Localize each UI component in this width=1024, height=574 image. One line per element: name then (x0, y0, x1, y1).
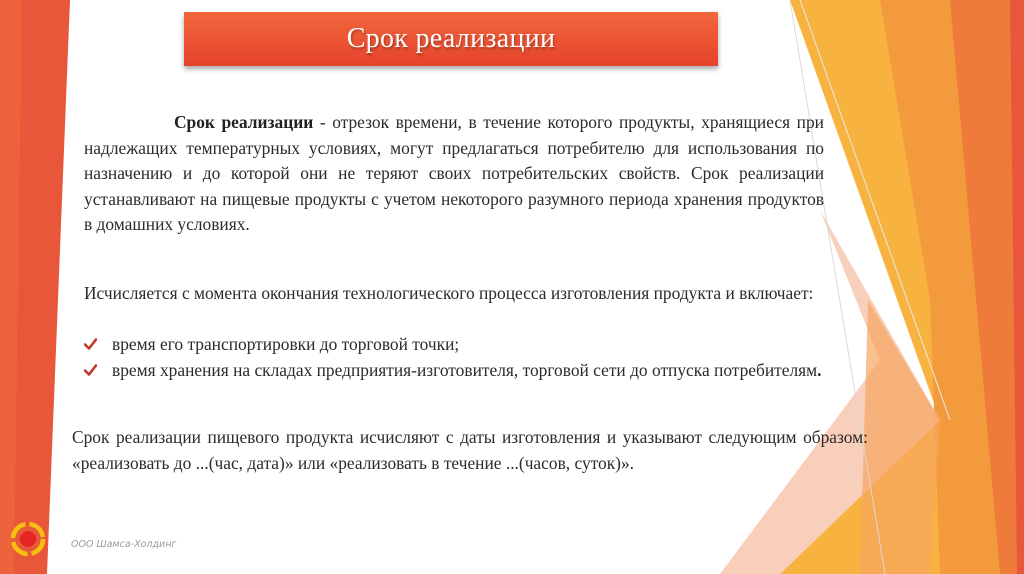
slide-title-bar (184, 12, 718, 66)
bullet-text: время хранения на складах предприятия-изготовителя, торговой сети до отпуска потребителям (112, 359, 818, 380)
bullet-item (84, 358, 870, 384)
definition-text: - отрезок времени, в течение которого продукты, хранящиеся при надлежащих температурных условиях, могут предлагаться потребителю для использования по назначению и до которой они не теряют своих потребительских свойств. Срок реализации устанавливают на пищевые продукты с учетом некоторого разумного периода хранения продуктов в домашних условиях. (84, 112, 824, 234)
bullet-end-period: . (817, 359, 822, 380)
marking-paragraph: Срок реализации пищевого продукта исчисляют с даты изготовления и указывают следующим образом: «реализовать до ...(час, дата)» или «реализовать в течение ...(часов, суток)». (72, 427, 868, 473)
bullet-item (84, 332, 870, 358)
definition-term: Срок реализации (174, 112, 314, 132)
definition-paragraph (84, 110, 824, 238)
footer-company: ООО Шамса-Холдинг (71, 539, 177, 550)
company-logo-icon (9, 518, 47, 560)
check-mark-icon (84, 338, 97, 350)
bullet-list (84, 332, 870, 383)
calc-intro: Исчисляется с момента окончания технологического процесса изготовления продукта и включает: (84, 283, 814, 303)
check-mark-icon (84, 364, 97, 376)
slide-title: Срок реализации (346, 23, 556, 54)
bullet-text: время его транспортировки до торговой точки; (112, 334, 460, 354)
